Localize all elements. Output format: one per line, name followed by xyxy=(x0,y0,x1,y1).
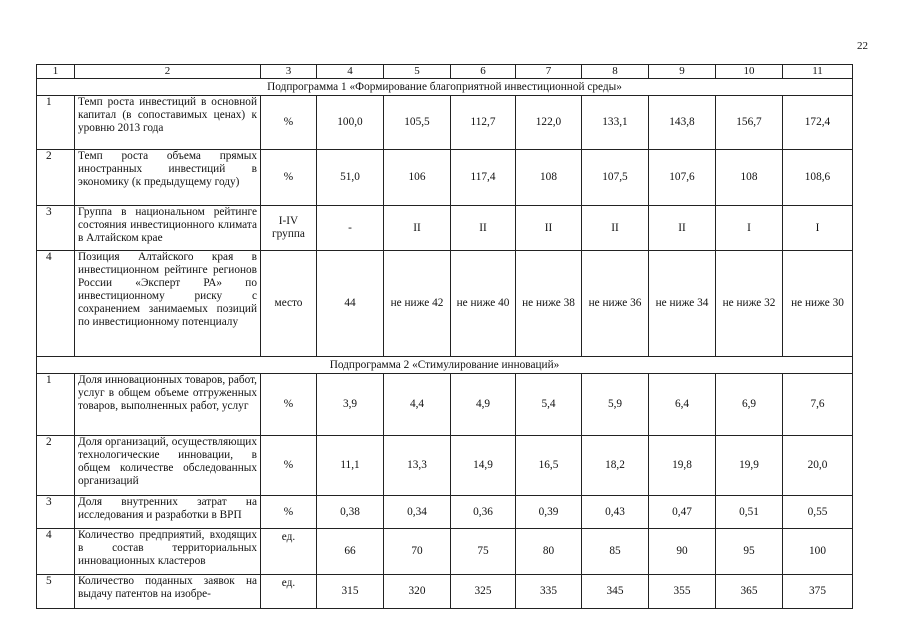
value-cell: 4,9 xyxy=(451,374,516,436)
page-number: 22 xyxy=(857,40,868,52)
table-row xyxy=(37,150,853,206)
value-cell: 11,1 xyxy=(317,436,384,496)
value-cell: не ниже 36 xyxy=(582,251,649,357)
header-cell: 3 xyxy=(261,65,317,79)
value-cell: II xyxy=(516,206,582,251)
value-cell: 117,4 xyxy=(451,150,516,206)
value-cell: 0,36 xyxy=(451,496,516,529)
value-cell: 100 xyxy=(783,529,853,575)
indicator-name: Темп роста объема прямых иностранных инвестиций в экономику (к предыдущему году) xyxy=(75,150,261,206)
row-number: 2 xyxy=(37,436,75,496)
subprogram-title: Подпрограмма 1 «Формирование благоприятной инвестиционной среды» xyxy=(37,79,853,96)
value-cell: 107,5 xyxy=(582,150,649,206)
value-cell: 320 xyxy=(384,575,451,609)
value-cell: 345 xyxy=(582,575,649,609)
value-cell: 6,4 xyxy=(649,374,716,436)
table-row xyxy=(37,206,853,251)
unit-cell: % xyxy=(261,150,317,206)
value-cell: 66 xyxy=(317,529,384,575)
value-cell: I xyxy=(783,206,853,251)
value-cell: 325 xyxy=(451,575,516,609)
value-cell: 143,8 xyxy=(649,96,716,150)
unit-cell: ед. xyxy=(261,529,317,575)
value-cell: 0,39 xyxy=(516,496,582,529)
value-cell: не ниже 30 xyxy=(783,251,853,357)
value-cell: не ниже 42 xyxy=(384,251,451,357)
indicator-name: Позиция Алтайского края в инвестиционном рейтинге регионов России «Эксперт РА» по инвестиционному риску с сохранением занимаемых позиций по инвестиционному потенциалу xyxy=(75,251,261,357)
value-cell: 172,4 xyxy=(783,96,853,150)
row-number: 4 xyxy=(37,529,75,575)
value-cell: 0,47 xyxy=(649,496,716,529)
value-cell: 90 xyxy=(649,529,716,575)
value-cell: не ниже 38 xyxy=(516,251,582,357)
table-row xyxy=(37,96,853,150)
indicator-name: Доля инновационных товаров, работ, услуг в общем объеме отгруженных товаров, выполненных работ, услуг xyxy=(75,374,261,436)
unit-cell: % xyxy=(261,96,317,150)
value-cell: II xyxy=(582,206,649,251)
value-cell: 6,9 xyxy=(716,374,783,436)
value-cell: 4,4 xyxy=(384,374,451,436)
table-row xyxy=(37,251,853,357)
unit-cell: % xyxy=(261,436,317,496)
value-cell: 13,3 xyxy=(384,436,451,496)
header-cell: 6 xyxy=(451,65,516,79)
indicator-name: Доля внутренних затрат на исследования и разработки в ВРП xyxy=(75,496,261,529)
table-row xyxy=(37,575,853,609)
value-cell: 85 xyxy=(582,529,649,575)
value-cell: 51,0 xyxy=(317,150,384,206)
unit-cell: I-IV группа xyxy=(261,206,317,251)
header-cell: 5 xyxy=(384,65,451,79)
header-cell: 7 xyxy=(516,65,582,79)
row-number: 1 xyxy=(37,96,75,150)
value-cell: 19,8 xyxy=(649,436,716,496)
value-cell: 156,7 xyxy=(716,96,783,150)
row-number: 4 xyxy=(37,251,75,357)
value-cell: II xyxy=(649,206,716,251)
value-cell: 14,9 xyxy=(451,436,516,496)
value-cell: 0,43 xyxy=(582,496,649,529)
indicator-name: Количество предприятий, входящих в состав территориальных инновационных кластеров xyxy=(75,529,261,575)
indicator-name: Доля организаций, осуществляющих технологические инновации, в общем количестве обследованных организаций xyxy=(75,436,261,496)
row-number: 2 xyxy=(37,150,75,206)
row-number: 3 xyxy=(37,496,75,529)
value-cell: 375 xyxy=(783,575,853,609)
value-cell: 0,55 xyxy=(783,496,853,529)
row-number: 1 xyxy=(37,374,75,436)
value-cell: 7,6 xyxy=(783,374,853,436)
header-cell: 8 xyxy=(582,65,649,79)
value-cell: 5,9 xyxy=(582,374,649,436)
subprogram-row xyxy=(37,357,853,374)
value-cell: 108 xyxy=(516,150,582,206)
row-number: 3 xyxy=(37,206,75,251)
header-cell: 10 xyxy=(716,65,783,79)
value-cell: 16,5 xyxy=(516,436,582,496)
indicators-table xyxy=(36,64,853,609)
value-cell: 0,34 xyxy=(384,496,451,529)
unit-cell: место xyxy=(261,251,317,357)
header-cell: 1 xyxy=(37,65,75,79)
value-cell: не ниже 40 xyxy=(451,251,516,357)
value-cell: 0,38 xyxy=(317,496,384,529)
indicator-name: Количество поданных заявок на выдачу патентов на изобре- xyxy=(75,575,261,609)
value-cell: II xyxy=(384,206,451,251)
subprogram-row xyxy=(37,79,853,96)
subprogram2-rows xyxy=(37,374,853,609)
value-cell: 108 xyxy=(716,150,783,206)
value-cell: 112,7 xyxy=(451,96,516,150)
indicator-name: Группа в национальном рейтинге состояния инвестиционного климата в Алтайском крае xyxy=(75,206,261,251)
subprogram-title: Подпрограмма 2 «Стимулирование инноваций» xyxy=(37,357,853,374)
header-cell: 4 xyxy=(317,65,384,79)
value-cell: 105,5 xyxy=(384,96,451,150)
subprogram1-rows xyxy=(37,96,853,357)
value-cell: 18,2 xyxy=(582,436,649,496)
indicator-name: Темп роста инвестиций в основной капитал (в сопоставимых ценах) к уровню 2013 года xyxy=(75,96,261,150)
value-cell: 107,6 xyxy=(649,150,716,206)
table-row xyxy=(37,436,853,496)
value-cell: 80 xyxy=(516,529,582,575)
value-cell: 20,0 xyxy=(783,436,853,496)
value-cell: 100,0 xyxy=(317,96,384,150)
value-cell: 19,9 xyxy=(716,436,783,496)
value-cell: 95 xyxy=(716,529,783,575)
value-cell: не ниже 34 xyxy=(649,251,716,357)
value-cell: 0,51 xyxy=(716,496,783,529)
table-row xyxy=(37,496,853,529)
header-cell: 9 xyxy=(649,65,716,79)
value-cell: 133,1 xyxy=(582,96,649,150)
row-number: 5 xyxy=(37,575,75,609)
unit-cell: % xyxy=(261,374,317,436)
value-cell: 75 xyxy=(451,529,516,575)
value-cell: 335 xyxy=(516,575,582,609)
value-cell: не ниже 32 xyxy=(716,251,783,357)
unit-cell: % xyxy=(261,496,317,529)
header-cell: 11 xyxy=(783,65,853,79)
value-cell: - xyxy=(317,206,384,251)
value-cell: 355 xyxy=(649,575,716,609)
value-cell: 106 xyxy=(384,150,451,206)
value-cell: II xyxy=(451,206,516,251)
header-row xyxy=(37,65,853,79)
table-row xyxy=(37,529,853,575)
value-cell: 108,6 xyxy=(783,150,853,206)
header-cell: 2 xyxy=(75,65,261,79)
value-cell: 70 xyxy=(384,529,451,575)
value-cell: 5,4 xyxy=(516,374,582,436)
table-row xyxy=(37,374,853,436)
value-cell: I xyxy=(716,206,783,251)
value-cell: 315 xyxy=(317,575,384,609)
value-cell: 365 xyxy=(716,575,783,609)
value-cell: 44 xyxy=(317,251,384,357)
unit-cell: ед. xyxy=(261,575,317,609)
value-cell: 122,0 xyxy=(516,96,582,150)
value-cell: 3,9 xyxy=(317,374,384,436)
